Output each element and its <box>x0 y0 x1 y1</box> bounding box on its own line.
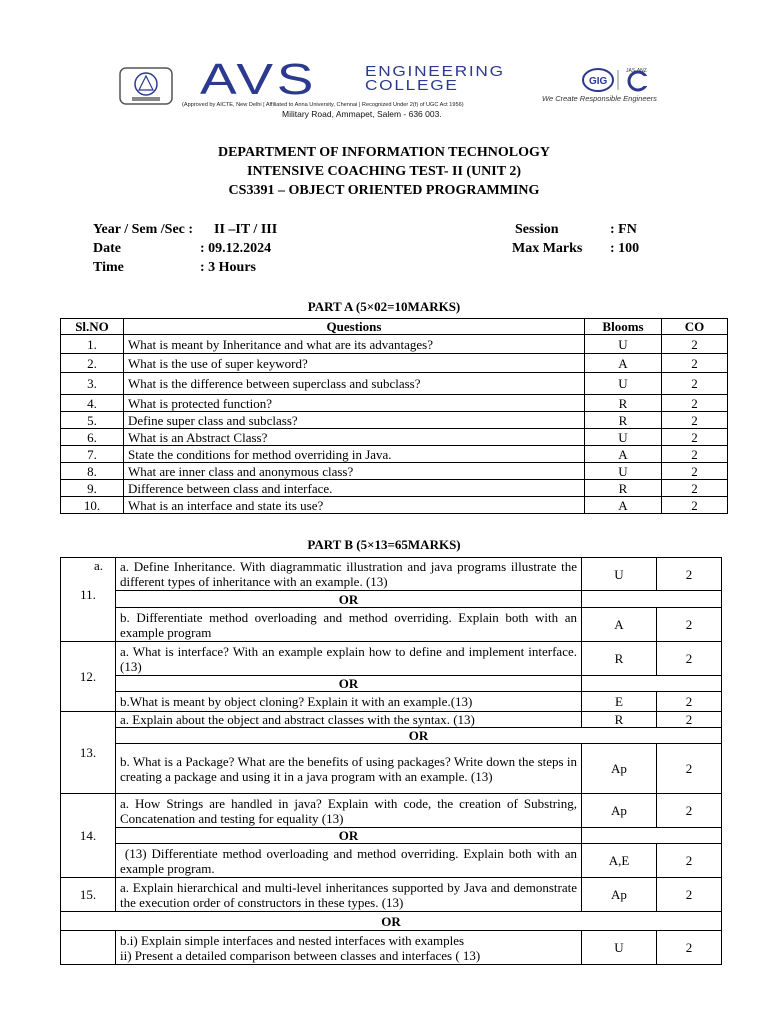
table-row <box>61 429 728 446</box>
row-no: 3. <box>61 373 124 395</box>
part-a-title: PART A (5×02=10MARKS) <box>307 299 461 314</box>
q13-number: 13. <box>61 712 116 794</box>
q12-b-row <box>61 692 722 712</box>
q11-or: OR <box>116 591 582 608</box>
row-blooms: U <box>585 429 662 446</box>
row-blooms: A <box>585 354 662 373</box>
accreditation-logos-icon <box>580 66 675 94</box>
q14-b-text: (13) Differentiate method overloading and method overriding. Explain both with an example program. <box>116 844 582 878</box>
table-row <box>61 412 728 429</box>
row-question: What is an Abstract Class? <box>124 429 585 446</box>
q15-b-text <box>116 931 582 965</box>
q13-or-row <box>61 728 722 744</box>
max-marks-label: Max Marks <box>512 241 583 256</box>
q13-a-blooms: R <box>582 712 657 728</box>
row-co: 2 <box>662 412 728 429</box>
row-no: 8. <box>61 463 124 480</box>
q14-b-blooms: A,E <box>582 844 657 878</box>
q11-a-text: a. Define Inheritance. With diagrammatic illustration and java programs illustrate the different types of inheritance with an example. (13) <box>116 558 582 591</box>
row-no: 5. <box>61 412 124 429</box>
row-co: 2 <box>662 429 728 446</box>
college-tagline: We Create Responsible Engineers <box>542 94 657 103</box>
svg-text:GIG: GIG <box>589 76 608 87</box>
date-label: Date <box>93 241 121 256</box>
row-blooms: R <box>585 395 662 412</box>
q14-b-co: 2 <box>657 844 722 878</box>
college-seal-icon <box>118 66 174 106</box>
row-co: 2 <box>662 446 728 463</box>
row-co: 2 <box>662 497 728 514</box>
table-row <box>61 395 728 412</box>
q11-a-row <box>61 558 722 591</box>
q14-a-blooms: Ap <box>582 794 657 828</box>
row-blooms: U <box>585 463 662 480</box>
row-no: 6. <box>61 429 124 446</box>
q11-or-blank <box>582 591 722 608</box>
row-question: Difference between class and interface. <box>124 480 585 497</box>
table-row <box>61 373 728 395</box>
q14-b-row <box>61 844 722 878</box>
course-title: CS3391 – OBJECT ORIENTED PROGRAMMING <box>228 183 540 198</box>
row-question: What is an interface and state its use? <box>124 497 585 514</box>
row-no: 2. <box>61 354 124 373</box>
q14-number: 14. <box>61 794 116 878</box>
q15-b-row <box>61 931 722 965</box>
part-b-table <box>60 557 722 965</box>
row-no: 1. <box>61 335 124 354</box>
approval-line: (Approved by AICTE, New Delhi | Affiliated to Anna University, Chennai | Recognized Under 2(f) of UGC Act 1956) <box>182 102 464 108</box>
q12-b-co: 2 <box>657 692 722 712</box>
session-label: Session <box>515 222 559 237</box>
row-co: 2 <box>662 463 728 480</box>
q13-a-co: 2 <box>657 712 722 728</box>
row-co: 2 <box>662 480 728 497</box>
q15-b-text-line-2: ii) Present a detailed comparison between classes and interfaces ( 13) <box>120 947 481 963</box>
q11-number: 11. <box>80 587 96 602</box>
q12-b-blooms: E <box>582 692 657 712</box>
row-question: What is meant by Inheritance and what are its advantages? <box>124 335 585 354</box>
q13-b-blooms: Ap <box>582 744 657 794</box>
row-co: 2 <box>662 354 728 373</box>
q15-b-blank <box>61 931 116 965</box>
part-b-title: PART B (5×13=65MARKS) <box>307 537 461 552</box>
letterhead <box>110 55 680 122</box>
date-value: : 09.12.2024 <box>200 241 272 256</box>
q13-b-row <box>61 744 722 794</box>
q14-a-co: 2 <box>657 794 722 828</box>
table-row <box>61 480 728 497</box>
row-question: What are inner class and anonymous class? <box>124 463 585 480</box>
row-question: What is protected function? <box>124 395 585 412</box>
max-marks-value: : 100 <box>610 241 640 256</box>
brand-line-2: COLLEGE <box>365 77 459 94</box>
q15-a-blooms: Ap <box>582 878 657 912</box>
q13-a-text: a. Explain about the object and abstract classes with the syntax. (13) <box>116 712 582 728</box>
q11-b-co: 2 <box>657 608 722 642</box>
row-blooms: R <box>585 480 662 497</box>
row-blooms: R <box>585 412 662 429</box>
q14-or: OR <box>116 828 582 844</box>
q11-number-cell <box>61 558 116 642</box>
q11-sub-a: a. <box>93 558 103 573</box>
table-row <box>61 335 728 354</box>
q12-a-co: 2 <box>657 642 722 676</box>
header-slno: Sl.NO <box>61 319 124 335</box>
row-co: 2 <box>662 373 728 395</box>
part-a-header-row <box>61 319 728 335</box>
row-blooms: U <box>585 373 662 395</box>
row-no: 7. <box>61 446 124 463</box>
q15-b-text-line-1: b.i) Explain simple interfaces and nested interfaces with examples <box>120 932 465 948</box>
brand-avs: AVS <box>200 55 318 104</box>
header-blooms: Blooms <box>585 319 662 335</box>
q12-or-row <box>61 676 722 692</box>
row-no: 10. <box>61 497 124 514</box>
college-address: Military Road, Ammapet, Salem - 636 003. <box>282 109 442 119</box>
q12-a-row <box>61 642 722 676</box>
q14-or-blank <box>582 828 722 844</box>
q15-number: 15. <box>61 878 116 912</box>
part-a-table <box>60 318 728 514</box>
q12-or: OR <box>116 676 582 692</box>
q13-a-row <box>61 712 722 728</box>
q12-b-text: b.What is meant by object cloning? Explain it with an example.(13) <box>116 692 582 712</box>
q14-or-row <box>61 828 722 844</box>
session-value: : FN <box>610 222 637 237</box>
q15-a-row <box>61 878 722 912</box>
q12-a-blooms: R <box>582 642 657 676</box>
table-row <box>61 463 728 480</box>
q11-a-blooms: U <box>582 558 657 591</box>
time-value: : 3 Hours <box>200 260 256 275</box>
q11-b-blooms: A <box>582 608 657 642</box>
row-blooms: A <box>585 497 662 514</box>
q12-or-blank <box>582 676 722 692</box>
row-question: What is the use of super keyword? <box>124 354 585 373</box>
q15-b-co: 2 <box>657 931 722 965</box>
row-no: 4. <box>61 395 124 412</box>
time-label: Time <box>93 260 124 275</box>
q13-b-co: 2 <box>657 744 722 794</box>
brand-line-1: ENGINEERING <box>365 63 505 80</box>
q11-b-row <box>61 608 722 642</box>
q14-a-row <box>61 794 722 828</box>
department-title: DEPARTMENT OF INFORMATION TECHNOLOGY <box>217 145 551 160</box>
row-co: 2 <box>662 335 728 354</box>
q15-or: OR <box>61 912 722 931</box>
table-row <box>61 497 728 514</box>
q15-a-text: a. Explain hierarchical and multi-level inheritances supported by Java and demonstrate the execution order of constructors in these types. (13) <box>116 878 582 912</box>
q11-b-text: b. Differentiate method overloading and method overriding. Explain both with an example program <box>116 608 582 642</box>
q11-a-co: 2 <box>657 558 722 591</box>
q11-or-row <box>61 591 722 608</box>
q12-number: 12. <box>61 642 116 712</box>
q13-or: OR <box>116 728 722 744</box>
row-question: State the conditions for method overriding in Java. <box>124 446 585 463</box>
header-co: CO <box>662 319 728 335</box>
q15-b-blooms: U <box>582 931 657 965</box>
row-question: What is the difference between superclass and subclass? <box>124 373 585 395</box>
row-co: 2 <box>662 395 728 412</box>
q12-a-text: a. What is interface? With an example explain how to define and implement interface. (13) <box>116 642 582 676</box>
year-label: Year / Sem /Sec : <box>93 222 194 237</box>
table-row <box>61 446 728 463</box>
year-value: II –IT / III <box>214 222 278 237</box>
row-blooms: A <box>585 446 662 463</box>
row-question: Define super class and subclass? <box>124 412 585 429</box>
q13-b-text: b. What is a Package? What are the benefits of using packages? Write down the steps in creating a package and using it in a java program with an example. (13) <box>116 744 582 794</box>
q14-a-text: a. How Strings are handled in java? Explain with code, the creation of Substring, Concatenation and testing for equality (13) <box>116 794 582 828</box>
table-row <box>61 354 728 373</box>
q15-a-co: 2 <box>657 878 722 912</box>
svg-text:JAS-ANZ: JAS-ANZ <box>626 68 647 74</box>
row-no: 9. <box>61 480 124 497</box>
row-blooms: U <box>585 335 662 354</box>
test-title: INTENSIVE COACHING TEST- II (UNIT 2) <box>247 164 521 179</box>
header-questions: Questions <box>124 319 585 335</box>
q15-or-row <box>61 912 722 931</box>
